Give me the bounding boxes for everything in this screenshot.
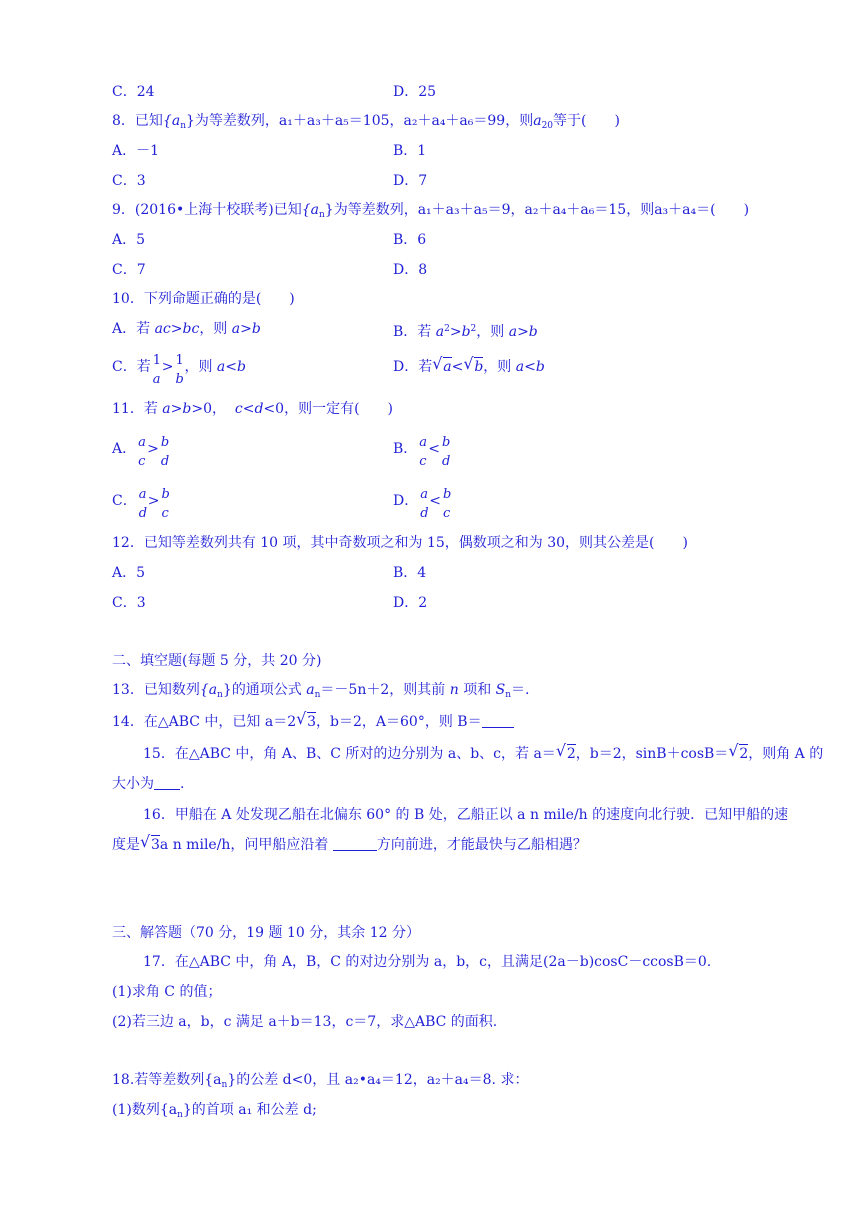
q17-part1: (1)求角 C 的值； [112,984,222,1000]
sqrt-3: √ 3 [142,836,160,854]
q10-option-b: B．若 $a^2>b^2$，则 a>b [393,324,538,340]
q9-option-b: B．6 [393,232,427,248]
q10-option-d: D．若√ a<√ b，则 a<b [393,358,545,376]
q12-option-a: A．5 [112,565,146,581]
q8-set: $\{a_n\}$ [162,113,195,131]
q8-cond2: a₂＋a₄＋a₆＝99，则 [403,113,534,129]
q8-option-c: C．3 [112,173,146,189]
q12-option-d: D．2 [393,595,428,611]
sqrt-2: √ 2 [558,745,576,763]
sqrt-b: √ b [465,358,483,376]
q16-line2: 度是√ 3a n mile/h，问甲船应沿着 方向前进，才能最快与乙船相遇？ [112,836,587,854]
sqrt-a: √ a [434,358,451,376]
section-solution-heading: 三、解答题（70 分，19 题 10 分，其余 12 分） [112,925,420,941]
q9-cond2: a₂＋a₄＋a₆＝15，则 [524,202,655,218]
q9-mid: 为等差数列， [333,202,418,218]
q8-num: 8．已知 [112,113,163,129]
q14: 14．在△ABC 中，已知 a＝2√ 3，b＝2，A＝60°，则 B＝ [112,713,514,731]
q7-option-d: D．25 [393,84,437,100]
fraction-1-over-b: 1 b [175,353,184,387]
q11-option-a: A． a c > b d [112,435,170,469]
q9-stem [112,201,749,224]
answer-blank[interactable] [482,713,514,728]
q18-part1: (1)数列$\{a_n\}$的首项 a₁ 和公差 d; [112,1102,317,1120]
q8-option-a: A．－1 [112,143,160,159]
q11-option-c: C． a d > b c [112,487,170,521]
q18-stem: 18.若等差数列$\{a_n\}$的公差 d<0，且 a₂•a₄＝12，a₂＋a₄＝8. 求： [112,1072,529,1090]
q8-option-d: D．7 [393,173,428,189]
sqrt-3: √ 3 [298,713,316,731]
q17-part2: (2)若三边 a，b，c 满足 a＋b＝13，c＝7，求△ABC 的面积. [112,1014,498,1030]
q10-option-c: C．若 1 a > 1 b ，则 a<b [112,353,246,387]
section-fill-in-heading: 二、填空题(每题 5 分，共 20 分) [112,653,322,669]
q9-option-d: D．8 [393,262,428,278]
q8-cond1: a₁＋a₃＋a₅＝105， [278,113,404,129]
q13: 13．已知数列$\{a_n\}$的通项公式 $a_n=-5n+2$，则其前 n 项和 $S_n=$. [112,682,530,700]
q8-stem [112,112,620,135]
q9-option-a: A．5 [112,232,146,248]
q7-option-c: C．24 [112,84,155,100]
q8-mid: 为等差数列， [194,113,279,129]
fraction-1-over-a: 1 a [152,353,161,387]
q8-tail: 等于( ) [553,113,620,129]
q10-stem: 10．下列命题正确的是( ) [112,291,295,307]
q8-ask: $a_{20}$ [533,113,554,131]
answer-blank[interactable] [333,836,377,851]
q17-stem: 17．在△ABC 中，角 A，B，C 的对边分别为 a，b，c，且满足(2a－b)cosC－ccosB＝0. [143,954,712,970]
q15-line2: 大小为 . [112,776,185,792]
q10-option-a: A．若 ac>bc，则 a>b [112,321,261,337]
q8-option-b: B．1 [393,143,427,159]
q11-option-d: D． a d < b c [393,487,452,521]
q12-stem: 12．已知等差数列共有 10 项，其中奇数项之和为 15，偶数项之和为 30，则其公差是( ) [112,535,688,551]
sqrt-2-b: √ 2 [730,745,748,763]
q11-stem: 11．若 a>b>0， c<d<0，则一定有( ) [112,401,393,417]
answer-blank[interactable] [154,775,180,790]
q9-ask: a₃＋a₄＝( ) [654,202,750,218]
q15-line1: 15．在△ABC 中，角 A、B、C 所对的边分别为 a、b、c，若 a＝√ 2，b＝2，sinB＋cosB＝√ 2，则角 A 的 [143,745,823,763]
q9-set: $\{a_n\}$ [301,202,334,220]
q9-cond1: a₁＋a₃＋a₅＝9， [417,202,525,218]
q12-option-c: C．3 [112,595,146,611]
q16-line1: 16．甲船在 A 处发现乙船在北偏东 60° 的 B 处，乙船正以 a n mile/h 的速度向北行驶．已知甲船的速 [143,807,789,823]
q9-prefix: 9．(2016•上海十校联考)已知 [112,202,302,218]
q9-option-c: C．7 [112,262,146,278]
q12-option-b: B．4 [393,565,427,581]
q11-option-b: B． a c < b d [393,435,451,469]
